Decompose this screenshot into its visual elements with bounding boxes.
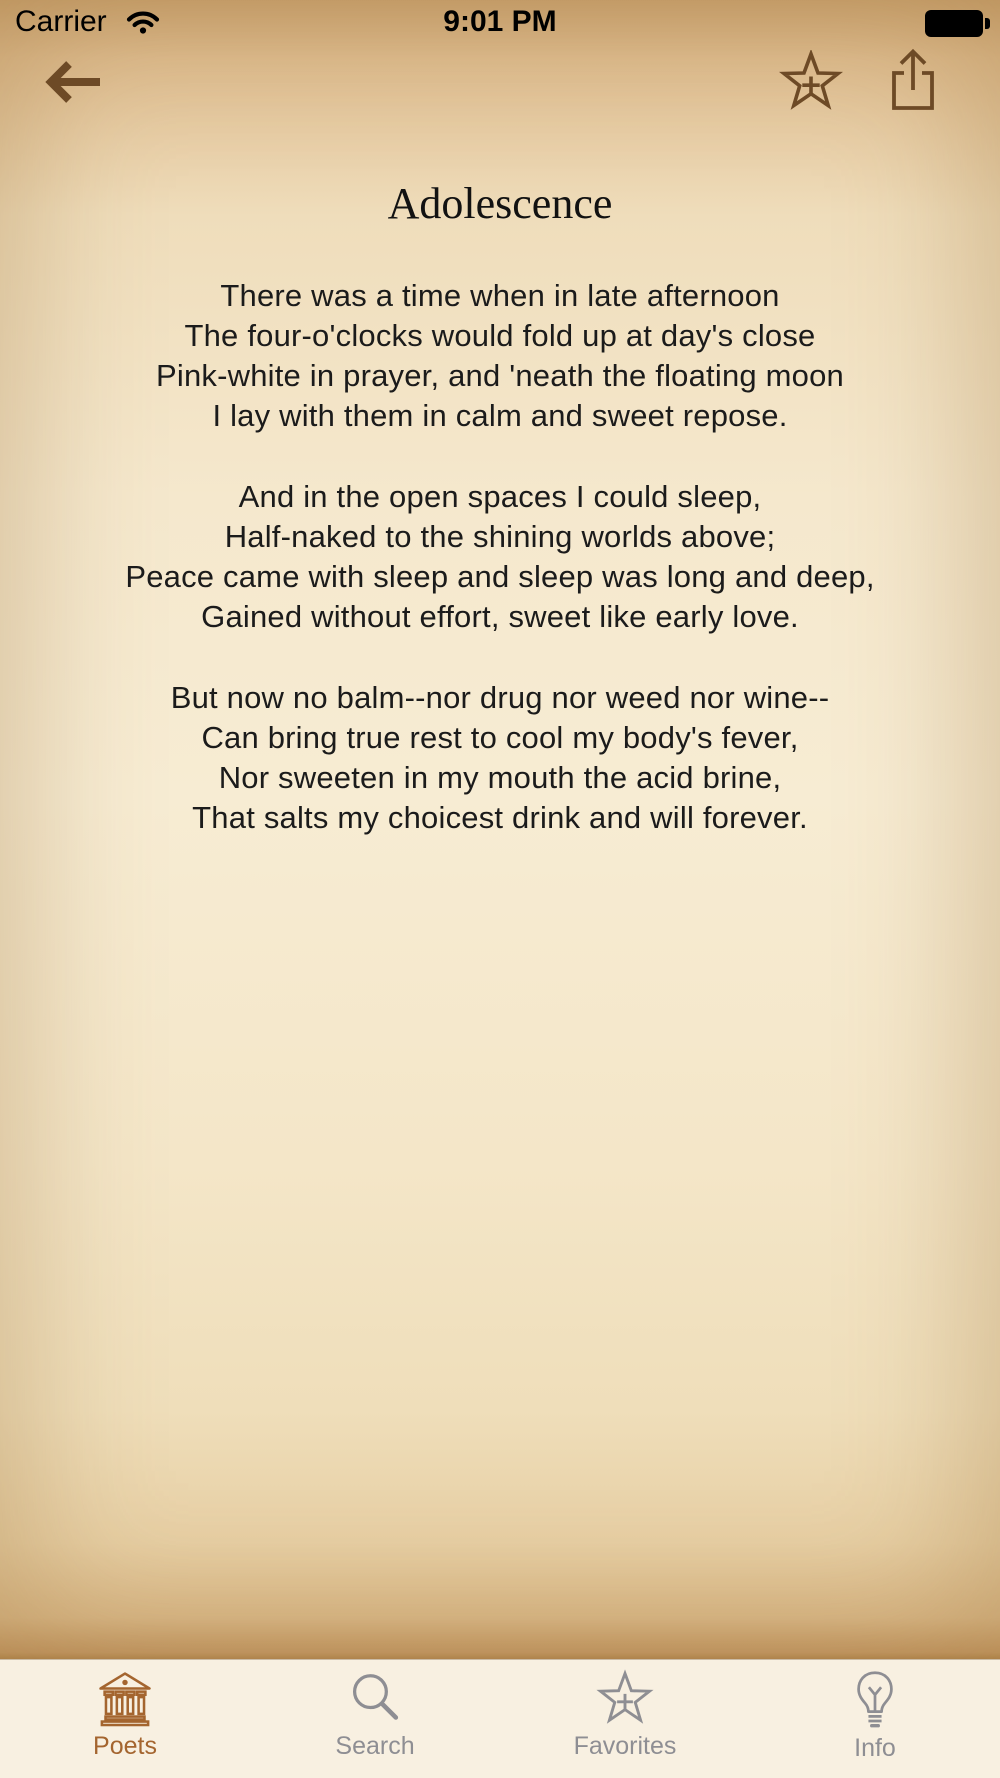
tab-favorites[interactable] — [500, 1660, 750, 1778]
tab-label-favorites: Favorites — [573, 1732, 677, 1760]
share-button[interactable] — [886, 46, 940, 119]
nav-bar — [0, 44, 1000, 134]
poem-line: And in the open spaces I could sleep, — [238, 479, 762, 514]
share-icon — [886, 101, 940, 118]
tab-search[interactable] — [250, 1660, 500, 1778]
status-bar — [0, 0, 1000, 44]
poem-line: Half-naked to the shining worlds above; — [224, 519, 776, 554]
poem-line: The four-o'clocks would fold up at day's close — [184, 318, 816, 353]
tab-label-search: Search — [335, 1732, 415, 1760]
tab-label-info: Info — [854, 1734, 896, 1762]
tab-bar — [0, 1659, 1000, 1778]
carrier-label: Carrier — [15, 5, 107, 38]
back-arrow-icon — [42, 95, 104, 112]
tab-info[interactable] — [750, 1660, 1000, 1778]
clock: 9:01 PM — [443, 5, 557, 38]
poem-stanza — [0, 678, 1000, 838]
star-plus-icon — [779, 99, 843, 116]
search-icon — [346, 1669, 404, 1727]
poem-stanza — [0, 276, 1000, 436]
tab-poets[interactable] — [0, 1660, 250, 1778]
battery-icon — [925, 10, 983, 37]
tab-label-poets: Poets — [93, 1732, 157, 1760]
poem-line: But now no balm--nor drug nor weed nor wine-- — [170, 680, 830, 715]
poem-line: That salts my choicest drink and will forever. — [192, 800, 808, 835]
poem-line: Pink-white in prayer, and 'neath the floating moon — [155, 358, 844, 393]
poem-stanza — [0, 477, 1000, 637]
poem-line: Gained without effort, sweet like early love. — [201, 599, 799, 634]
poem-line: Peace came with sleep and sleep was long and deep, — [125, 559, 875, 594]
favorite-button[interactable] — [779, 50, 843, 117]
poem-line: Nor sweeten in my mouth the acid brine, — [218, 760, 782, 795]
poem-title: Adolescence — [387, 179, 613, 228]
back-button[interactable] — [42, 56, 104, 113]
poem-line: Can bring true rest to cool my body's fever, — [201, 720, 799, 755]
poem-line: I lay with them in calm and sweet repose. — [212, 398, 788, 433]
star-plus-icon — [596, 1669, 654, 1727]
lightbulb-icon — [851, 1669, 899, 1729]
poem-line: There was a time when in late afternoon — [220, 278, 780, 313]
museum-icon — [96, 1669, 154, 1727]
